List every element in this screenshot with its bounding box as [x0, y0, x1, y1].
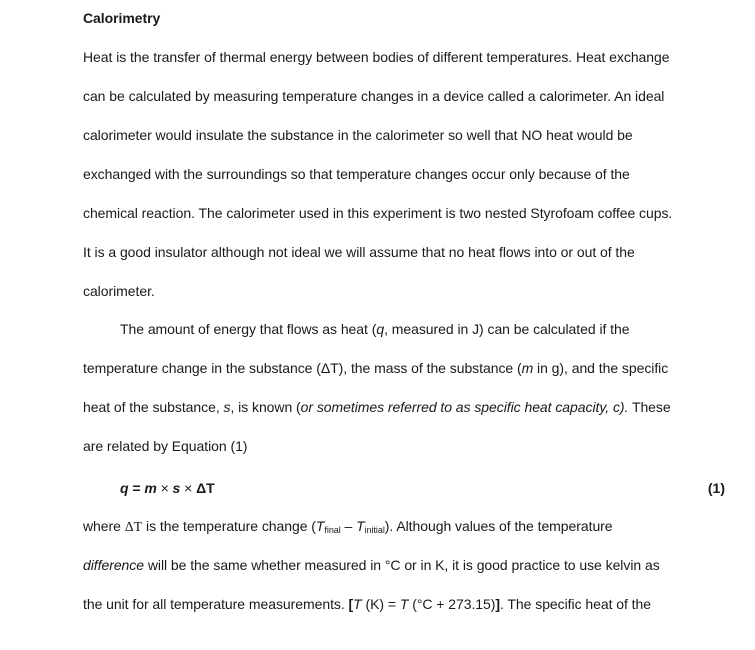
text-segment: in g), and the specific	[533, 360, 669, 376]
bracket-open: [	[348, 596, 354, 612]
paragraph-1-line-3: calorimeter would insulate the substance in the calorimeter so well that NO heat would be	[83, 127, 633, 143]
eq-times: ×	[180, 480, 197, 496]
subscript-initial: initial	[364, 525, 385, 535]
text-segment: is the temperature change (	[142, 518, 316, 534]
eq-var-m: m	[144, 480, 157, 496]
italic-difference: difference	[83, 557, 144, 573]
text-segment: temperature change in the substance (ΔT), the mass of the substance (	[83, 360, 522, 376]
var-t: T	[399, 596, 409, 612]
var-t: T	[315, 518, 325, 534]
paragraph-1-line-5: chemical reaction. The calorimeter used in this experiment is two nested Styrofoam coffee cups.	[83, 205, 673, 221]
equation-number: (1)	[707, 480, 725, 496]
paragraph-3-line-1	[83, 517, 613, 539]
paragraph-1-line-2: can be calculated by measuring temperature changes in a device called a calorimeter. An ideal	[83, 88, 665, 104]
equation-1	[120, 479, 215, 497]
text-segment: , is known (	[230, 399, 301, 415]
text-segment: –	[340, 518, 357, 534]
text-segment: (K) =	[361, 596, 400, 612]
paragraph-2-line-2	[83, 359, 668, 377]
paragraph-3-line-3	[83, 595, 651, 613]
eq-equals: =	[128, 480, 145, 496]
text-segment: . The specific heat of the	[500, 596, 651, 612]
italic-note: or sometimes referred to as specific heat capacity, c).	[300, 399, 629, 415]
text-segment: the unit for all temperature measurements.	[83, 596, 349, 612]
eq-var-s: s	[172, 480, 181, 496]
paragraph-1-line-4: exchanged with the surroundings so that temperature changes occur only because of the	[83, 166, 630, 182]
text-segment: The amount of energy that flows as heat (	[120, 321, 377, 337]
paragraph-1-line-6: It is a good insulator although not ideal we will assume that no heat flows into or out of the	[83, 244, 635, 260]
text-segment: where	[83, 518, 125, 534]
paragraph-1-line-7: calorimeter.	[83, 283, 155, 299]
paragraph-2-line-1	[120, 320, 630, 338]
text-segment: , measured in J) can be calculated if the	[384, 321, 630, 337]
eq-var-q: q	[120, 480, 129, 496]
eq-times: ×	[156, 480, 173, 496]
delta-t-symbol: ΔT	[124, 520, 143, 535]
text-segment: ). Although values of the temperature	[384, 518, 613, 534]
paragraph-2-line-3	[83, 398, 671, 416]
var-t: T	[356, 518, 365, 534]
var-s: s	[223, 399, 231, 415]
bracket-close: ]	[495, 596, 500, 612]
paragraph-3-line-2	[83, 556, 660, 574]
var-t: T	[353, 596, 362, 612]
subscript-final: final	[324, 525, 341, 535]
eq-delta-t: ΔT	[196, 480, 215, 496]
paragraph-2-line-4: are related by Equation (1)	[83, 438, 248, 454]
var-m: m	[521, 360, 534, 376]
var-q: q	[376, 321, 385, 337]
text-segment: heat of the substance,	[83, 399, 224, 415]
section-title: Calorimetry	[83, 10, 161, 26]
text-segment: These	[628, 399, 671, 415]
paragraph-1-line-1: Heat is the transfer of thermal energy between bodies of different temperatures. Heat exchange	[83, 49, 670, 65]
text-segment: will be the same whether measured in °C or in K, it is good practice to use kelvin as	[143, 557, 660, 573]
text-segment: (°C + 273.15)	[408, 596, 496, 612]
